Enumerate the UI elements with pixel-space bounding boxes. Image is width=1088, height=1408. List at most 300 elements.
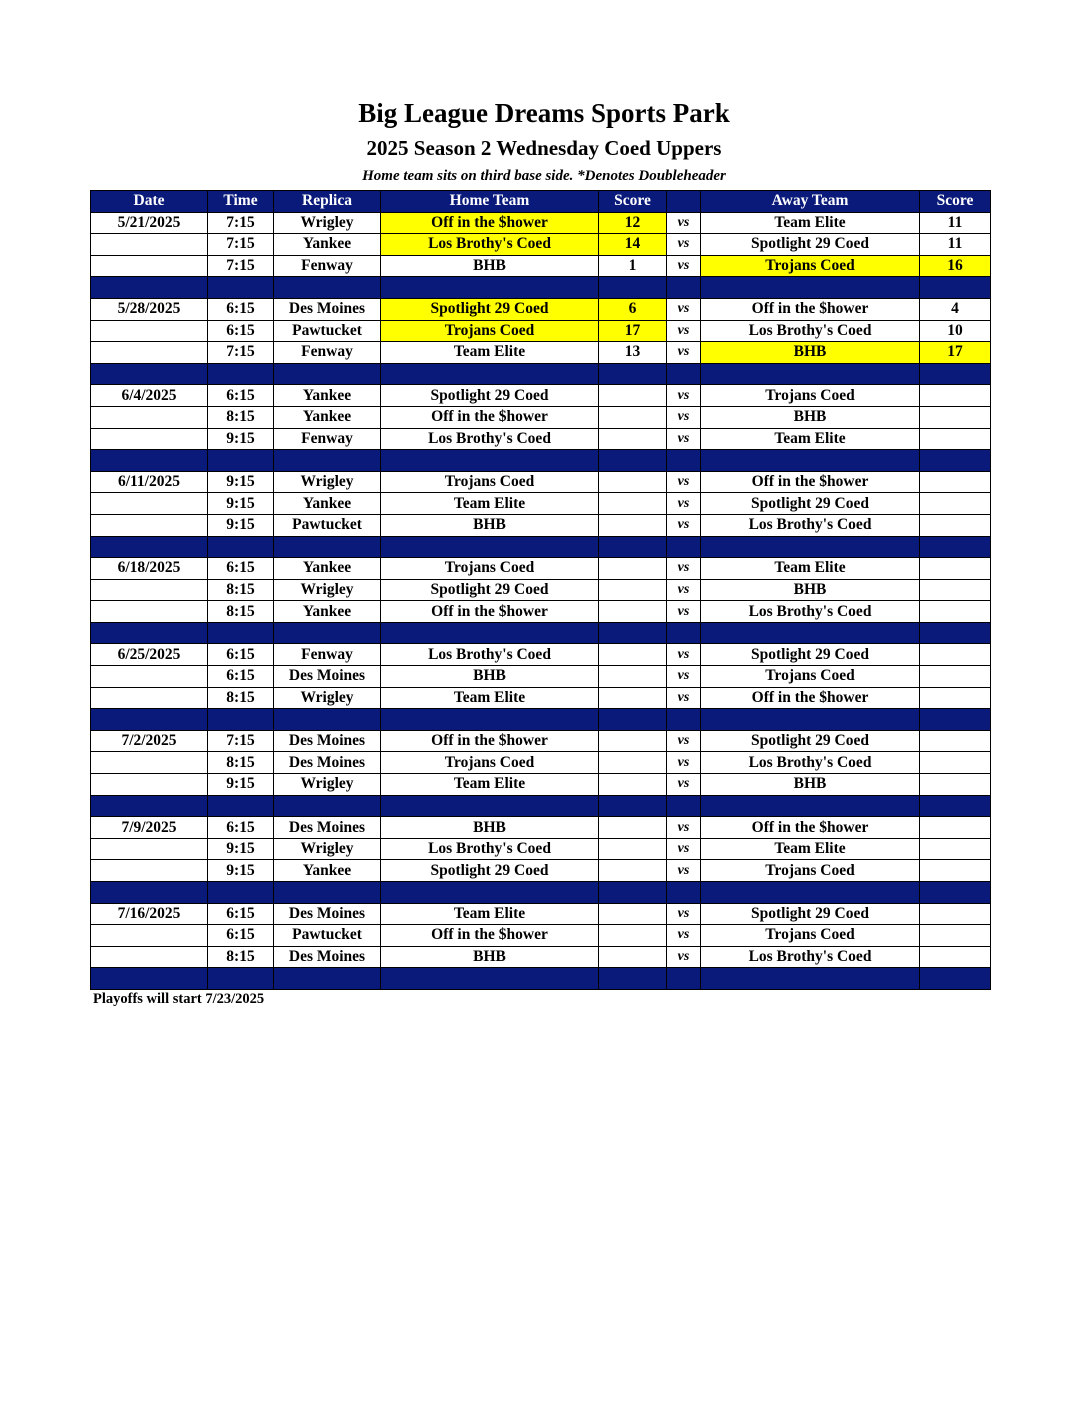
away-score-cell — [920, 730, 991, 752]
separator-cell — [91, 882, 208, 904]
schedule-table — [90, 190, 991, 990]
date-cell: 5/21/2025 — [91, 212, 208, 234]
replica-cell: Wrigley — [274, 774, 381, 796]
date-cell: 6/18/2025 — [91, 558, 208, 580]
home-score-cell — [599, 428, 667, 450]
date-cell: 7/9/2025 — [91, 817, 208, 839]
home-score-cell — [599, 687, 667, 709]
table-row — [91, 493, 991, 515]
separator-cell — [920, 968, 991, 990]
replica-cell: Wrigley — [274, 579, 381, 601]
home-score-cell — [599, 493, 667, 515]
separator-cell — [381, 882, 599, 904]
separator-cell — [701, 795, 920, 817]
home-score-cell — [599, 925, 667, 947]
away-score-cell — [920, 774, 991, 796]
table-row — [91, 385, 991, 407]
home-team-cell: Spotlight 29 Coed — [381, 298, 599, 320]
week-separator-row — [91, 882, 991, 904]
table-row — [91, 860, 991, 882]
separator-cell — [274, 882, 381, 904]
replica-cell: Yankee — [274, 558, 381, 580]
replica-cell: Des Moines — [274, 903, 381, 925]
away-team-cell: Trojans Coed — [701, 255, 920, 277]
table-row — [91, 666, 991, 688]
time-cell: 9:15 — [208, 514, 274, 536]
away-team-cell: BHB — [701, 579, 920, 601]
home-team-cell: BHB — [381, 817, 599, 839]
home-team-cell: BHB — [381, 666, 599, 688]
date-cell — [91, 666, 208, 688]
separator-cell — [599, 709, 667, 731]
time-cell: 7:15 — [208, 212, 274, 234]
time-cell: 8:15 — [208, 406, 274, 428]
replica-cell: Wrigley — [274, 838, 381, 860]
away-score-cell — [920, 666, 991, 688]
home-score-cell — [599, 666, 667, 688]
time-cell: 7:15 — [208, 234, 274, 256]
vs-label: vs — [667, 298, 701, 320]
home-score-cell — [599, 558, 667, 580]
table-row — [91, 838, 991, 860]
vs-label: vs — [667, 558, 701, 580]
date-cell — [91, 514, 208, 536]
home-team-cell: Off in the $hower — [381, 406, 599, 428]
schedule-note: Home team sits on third base side. *Denotes Doubleheader — [362, 168, 726, 184]
separator-cell — [701, 709, 920, 731]
date-cell — [91, 601, 208, 623]
replica-cell: Des Moines — [274, 752, 381, 774]
time-cell: 8:15 — [208, 601, 274, 623]
home-team-cell: Trojans Coed — [381, 320, 599, 342]
table-row — [91, 212, 991, 234]
time-cell: 8:15 — [208, 752, 274, 774]
away-score-cell — [920, 752, 991, 774]
replica-cell: Yankee — [274, 601, 381, 623]
date-cell — [91, 752, 208, 774]
replica-cell: Yankee — [274, 860, 381, 882]
home-score-cell — [599, 838, 667, 860]
replica-cell: Fenway — [274, 255, 381, 277]
vs-label: vs — [667, 385, 701, 407]
home-score-cell — [599, 730, 667, 752]
table-row — [91, 730, 991, 752]
time-cell: 8:15 — [208, 579, 274, 601]
separator-cell — [381, 536, 599, 558]
table-row — [91, 234, 991, 256]
replica-cell: Yankee — [274, 406, 381, 428]
away-team-cell: Spotlight 29 Coed — [701, 730, 920, 752]
home-score-cell: 12 — [599, 212, 667, 234]
vs-label: vs — [667, 471, 701, 493]
vs-label: vs — [667, 666, 701, 688]
replica-cell: Des Moines — [274, 817, 381, 839]
col-header-replica: Replica — [274, 191, 381, 213]
replica-cell: Fenway — [274, 428, 381, 450]
vs-label: vs — [667, 644, 701, 666]
replica-cell: Yankee — [274, 234, 381, 256]
vs-label: vs — [667, 579, 701, 601]
table-row — [91, 320, 991, 342]
replica-cell: Wrigley — [274, 471, 381, 493]
week-separator-row — [91, 622, 991, 644]
vs-label: vs — [667, 320, 701, 342]
week-separator-row — [91, 277, 991, 299]
replica-cell: Fenway — [274, 342, 381, 364]
away-score-cell: 17 — [920, 342, 991, 364]
away-score-cell — [920, 687, 991, 709]
separator-cell — [599, 795, 667, 817]
separator-cell — [701, 968, 920, 990]
away-score-cell: 4 — [920, 298, 991, 320]
separator-cell — [920, 450, 991, 472]
separator-cell — [599, 882, 667, 904]
separator-cell — [920, 536, 991, 558]
date-cell — [91, 255, 208, 277]
separator-cell — [667, 536, 701, 558]
away-team-cell: BHB — [701, 774, 920, 796]
vs-label: vs — [667, 730, 701, 752]
separator-cell — [91, 709, 208, 731]
separator-cell — [701, 536, 920, 558]
week-separator-row — [91, 795, 991, 817]
time-cell: 9:15 — [208, 774, 274, 796]
home-team-cell: Team Elite — [381, 687, 599, 709]
separator-cell — [701, 277, 920, 299]
separator-cell — [667, 277, 701, 299]
vs-label: vs — [667, 601, 701, 623]
home-team-cell: Trojans Coed — [381, 752, 599, 774]
date-cell — [91, 234, 208, 256]
table-row — [91, 255, 991, 277]
away-team-cell: Team Elite — [701, 558, 920, 580]
home-score-cell — [599, 752, 667, 774]
home-team-cell: Los Brothy's Coed — [381, 234, 599, 256]
replica-cell: Pawtucket — [274, 925, 381, 947]
vs-label: vs — [667, 234, 701, 256]
home-team-cell: Los Brothy's Coed — [381, 428, 599, 450]
week-separator-row — [91, 363, 991, 385]
replica-cell: Pawtucket — [274, 514, 381, 536]
away-score-cell — [920, 579, 991, 601]
away-score-cell: 16 — [920, 255, 991, 277]
table-row — [91, 514, 991, 536]
vs-label: vs — [667, 687, 701, 709]
home-score-cell: 14 — [599, 234, 667, 256]
separator-cell — [274, 450, 381, 472]
time-cell: 7:15 — [208, 342, 274, 364]
separator-cell — [208, 968, 274, 990]
replica-cell: Des Moines — [274, 298, 381, 320]
time-cell: 6:15 — [208, 925, 274, 947]
separator-cell — [599, 968, 667, 990]
home-team-cell: Los Brothy's Coed — [381, 838, 599, 860]
home-team-cell: Off in the $hower — [381, 925, 599, 947]
away-team-cell: Trojans Coed — [701, 666, 920, 688]
date-cell — [91, 320, 208, 342]
separator-cell — [208, 363, 274, 385]
separator-cell — [667, 795, 701, 817]
away-team-cell: Trojans Coed — [701, 385, 920, 407]
home-score-cell — [599, 514, 667, 536]
replica-cell: Des Moines — [274, 946, 381, 968]
away-team-cell: BHB — [701, 342, 920, 364]
time-cell: 9:15 — [208, 428, 274, 450]
home-team-cell: Trojans Coed — [381, 471, 599, 493]
time-cell: 8:15 — [208, 687, 274, 709]
vs-label: vs — [667, 514, 701, 536]
date-cell: 7/2/2025 — [91, 730, 208, 752]
vs-label: vs — [667, 838, 701, 860]
home-score-cell — [599, 860, 667, 882]
vs-label: vs — [667, 860, 701, 882]
home-team-cell: Spotlight 29 Coed — [381, 860, 599, 882]
time-cell: 6:15 — [208, 298, 274, 320]
separator-cell — [274, 622, 381, 644]
vs-label: vs — [667, 255, 701, 277]
separator-cell — [381, 363, 599, 385]
date-cell — [91, 838, 208, 860]
away-score-cell — [920, 385, 991, 407]
vs-label: vs — [667, 493, 701, 515]
separator-cell — [701, 882, 920, 904]
home-team-cell: Off in the $hower — [381, 601, 599, 623]
time-cell: 6:15 — [208, 558, 274, 580]
time-cell: 6:15 — [208, 903, 274, 925]
separator-cell — [599, 363, 667, 385]
separator-cell — [208, 709, 274, 731]
table-row — [91, 342, 991, 364]
table-row — [91, 471, 991, 493]
table-row — [91, 428, 991, 450]
separator-cell — [920, 795, 991, 817]
time-cell: 9:15 — [208, 860, 274, 882]
home-score-cell — [599, 601, 667, 623]
home-team-cell: Los Brothy's Coed — [381, 644, 599, 666]
separator-cell — [381, 709, 599, 731]
separator-cell — [701, 450, 920, 472]
home-team-cell: Team Elite — [381, 774, 599, 796]
home-team-cell: Team Elite — [381, 342, 599, 364]
separator-cell — [701, 363, 920, 385]
separator-cell — [599, 536, 667, 558]
separator-cell — [599, 622, 667, 644]
away-team-cell: Los Brothy's Coed — [701, 514, 920, 536]
col-header-home-score: Score — [599, 191, 667, 213]
home-team-cell: Trojans Coed — [381, 558, 599, 580]
away-score-cell — [920, 493, 991, 515]
separator-cell — [701, 622, 920, 644]
separator-cell — [208, 536, 274, 558]
away-team-cell: Los Brothy's Coed — [701, 601, 920, 623]
playoffs-note: Playoffs will start 7/23/2025 — [93, 991, 265, 1007]
vs-label: vs — [667, 817, 701, 839]
col-header-time: Time — [208, 191, 274, 213]
home-team-cell: Off in the $hower — [381, 212, 599, 234]
home-team-cell: BHB — [381, 946, 599, 968]
home-score-cell — [599, 385, 667, 407]
col-header-vs — [667, 191, 701, 213]
separator-cell — [91, 363, 208, 385]
date-cell — [91, 687, 208, 709]
vs-label: vs — [667, 342, 701, 364]
vs-label: vs — [667, 925, 701, 947]
home-score-cell — [599, 406, 667, 428]
separator-cell — [274, 536, 381, 558]
separator-cell — [91, 277, 208, 299]
date-cell: 7/16/2025 — [91, 903, 208, 925]
away-score-cell — [920, 406, 991, 428]
away-team-cell: Spotlight 29 Coed — [701, 644, 920, 666]
col-header-date: Date — [91, 191, 208, 213]
time-cell: 9:15 — [208, 493, 274, 515]
separator-cell — [599, 277, 667, 299]
away-team-cell: Trojans Coed — [701, 925, 920, 947]
home-score-cell: 1 — [599, 255, 667, 277]
separator-cell — [91, 795, 208, 817]
separator-cell — [920, 709, 991, 731]
away-team-cell: Los Brothy's Coed — [701, 752, 920, 774]
away-team-cell: Team Elite — [701, 428, 920, 450]
date-cell — [91, 579, 208, 601]
col-header-home-team: Home Team — [381, 191, 599, 213]
table-row — [91, 903, 991, 925]
schedule-body — [91, 212, 991, 989]
separator-cell — [381, 277, 599, 299]
away-team-cell: Off in the $hower — [701, 298, 920, 320]
away-team-cell: Team Elite — [701, 838, 920, 860]
away-score-cell — [920, 817, 991, 839]
home-score-cell — [599, 817, 667, 839]
separator-cell — [274, 709, 381, 731]
home-team-cell: BHB — [381, 255, 599, 277]
separator-cell — [667, 450, 701, 472]
table-row — [91, 752, 991, 774]
home-team-cell: Spotlight 29 Coed — [381, 579, 599, 601]
time-cell: 8:15 — [208, 946, 274, 968]
separator-cell — [667, 622, 701, 644]
home-team-cell: BHB — [381, 514, 599, 536]
separator-cell — [208, 450, 274, 472]
replica-cell: Yankee — [274, 385, 381, 407]
away-score-cell: 10 — [920, 320, 991, 342]
separator-cell — [920, 363, 991, 385]
away-score-cell — [920, 860, 991, 882]
home-team-cell: Team Elite — [381, 903, 599, 925]
home-score-cell — [599, 946, 667, 968]
home-score-cell — [599, 471, 667, 493]
separator-cell — [274, 363, 381, 385]
separator-cell — [91, 536, 208, 558]
home-score-cell: 13 — [599, 342, 667, 364]
replica-cell: Fenway — [274, 644, 381, 666]
table-row — [91, 558, 991, 580]
time-cell: 6:15 — [208, 817, 274, 839]
table-row — [91, 925, 991, 947]
col-header-away-score: Score — [920, 191, 991, 213]
home-score-cell — [599, 903, 667, 925]
separator-cell — [667, 882, 701, 904]
vs-label: vs — [667, 903, 701, 925]
away-score-cell — [920, 925, 991, 947]
week-separator-row — [91, 968, 991, 990]
separator-cell — [381, 795, 599, 817]
away-team-cell: Spotlight 29 Coed — [701, 903, 920, 925]
away-score-cell — [920, 946, 991, 968]
home-score-cell: 17 — [599, 320, 667, 342]
vs-label: vs — [667, 428, 701, 450]
page-subtitle: 2025 Season 2 Wednesday Coed Uppers — [366, 136, 722, 160]
away-score-cell — [920, 903, 991, 925]
vs-label: vs — [667, 774, 701, 796]
vs-label: vs — [667, 212, 701, 234]
time-cell: 6:15 — [208, 644, 274, 666]
table-row — [91, 406, 991, 428]
away-team-cell: Los Brothy's Coed — [701, 320, 920, 342]
away-team-cell: Spotlight 29 Coed — [701, 234, 920, 256]
away-team-cell: Spotlight 29 Coed — [701, 493, 920, 515]
vs-label: vs — [667, 946, 701, 968]
time-cell: 6:15 — [208, 385, 274, 407]
replica-cell: Yankee — [274, 493, 381, 515]
away-score-cell — [920, 514, 991, 536]
home-team-cell: Spotlight 29 Coed — [381, 385, 599, 407]
replica-cell: Wrigley — [274, 212, 381, 234]
col-header-away-team: Away Team — [701, 191, 920, 213]
time-cell: 6:15 — [208, 320, 274, 342]
time-cell: 7:15 — [208, 255, 274, 277]
away-team-cell: Los Brothy's Coed — [701, 946, 920, 968]
table-row — [91, 687, 991, 709]
separator-cell — [91, 622, 208, 644]
separator-cell — [667, 709, 701, 731]
separator-cell — [208, 795, 274, 817]
away-team-cell: Off in the $hower — [701, 471, 920, 493]
week-separator-row — [91, 450, 991, 472]
replica-cell: Des Moines — [274, 730, 381, 752]
away-team-cell: Off in the $hower — [701, 817, 920, 839]
separator-cell — [274, 277, 381, 299]
home-score-cell: 6 — [599, 298, 667, 320]
date-cell — [91, 774, 208, 796]
date-cell: 6/11/2025 — [91, 471, 208, 493]
replica-cell: Pawtucket — [274, 320, 381, 342]
away-score-cell — [920, 644, 991, 666]
vs-label: vs — [667, 752, 701, 774]
separator-cell — [381, 968, 599, 990]
away-score-cell — [920, 558, 991, 580]
home-score-cell — [599, 644, 667, 666]
separator-cell — [91, 968, 208, 990]
date-cell — [91, 493, 208, 515]
date-cell — [91, 342, 208, 364]
away-score-cell — [920, 601, 991, 623]
home-score-cell — [599, 579, 667, 601]
table-row — [91, 644, 991, 666]
date-cell: 6/25/2025 — [91, 644, 208, 666]
table-row — [91, 817, 991, 839]
date-cell — [91, 860, 208, 882]
date-cell — [91, 946, 208, 968]
home-team-cell: Off in the $hower — [381, 730, 599, 752]
away-team-cell: Off in the $hower — [701, 687, 920, 709]
time-cell: 9:15 — [208, 471, 274, 493]
home-team-cell: Team Elite — [381, 493, 599, 515]
away-score-cell — [920, 838, 991, 860]
separator-cell — [920, 277, 991, 299]
separator-cell — [208, 882, 274, 904]
separator-cell — [208, 622, 274, 644]
